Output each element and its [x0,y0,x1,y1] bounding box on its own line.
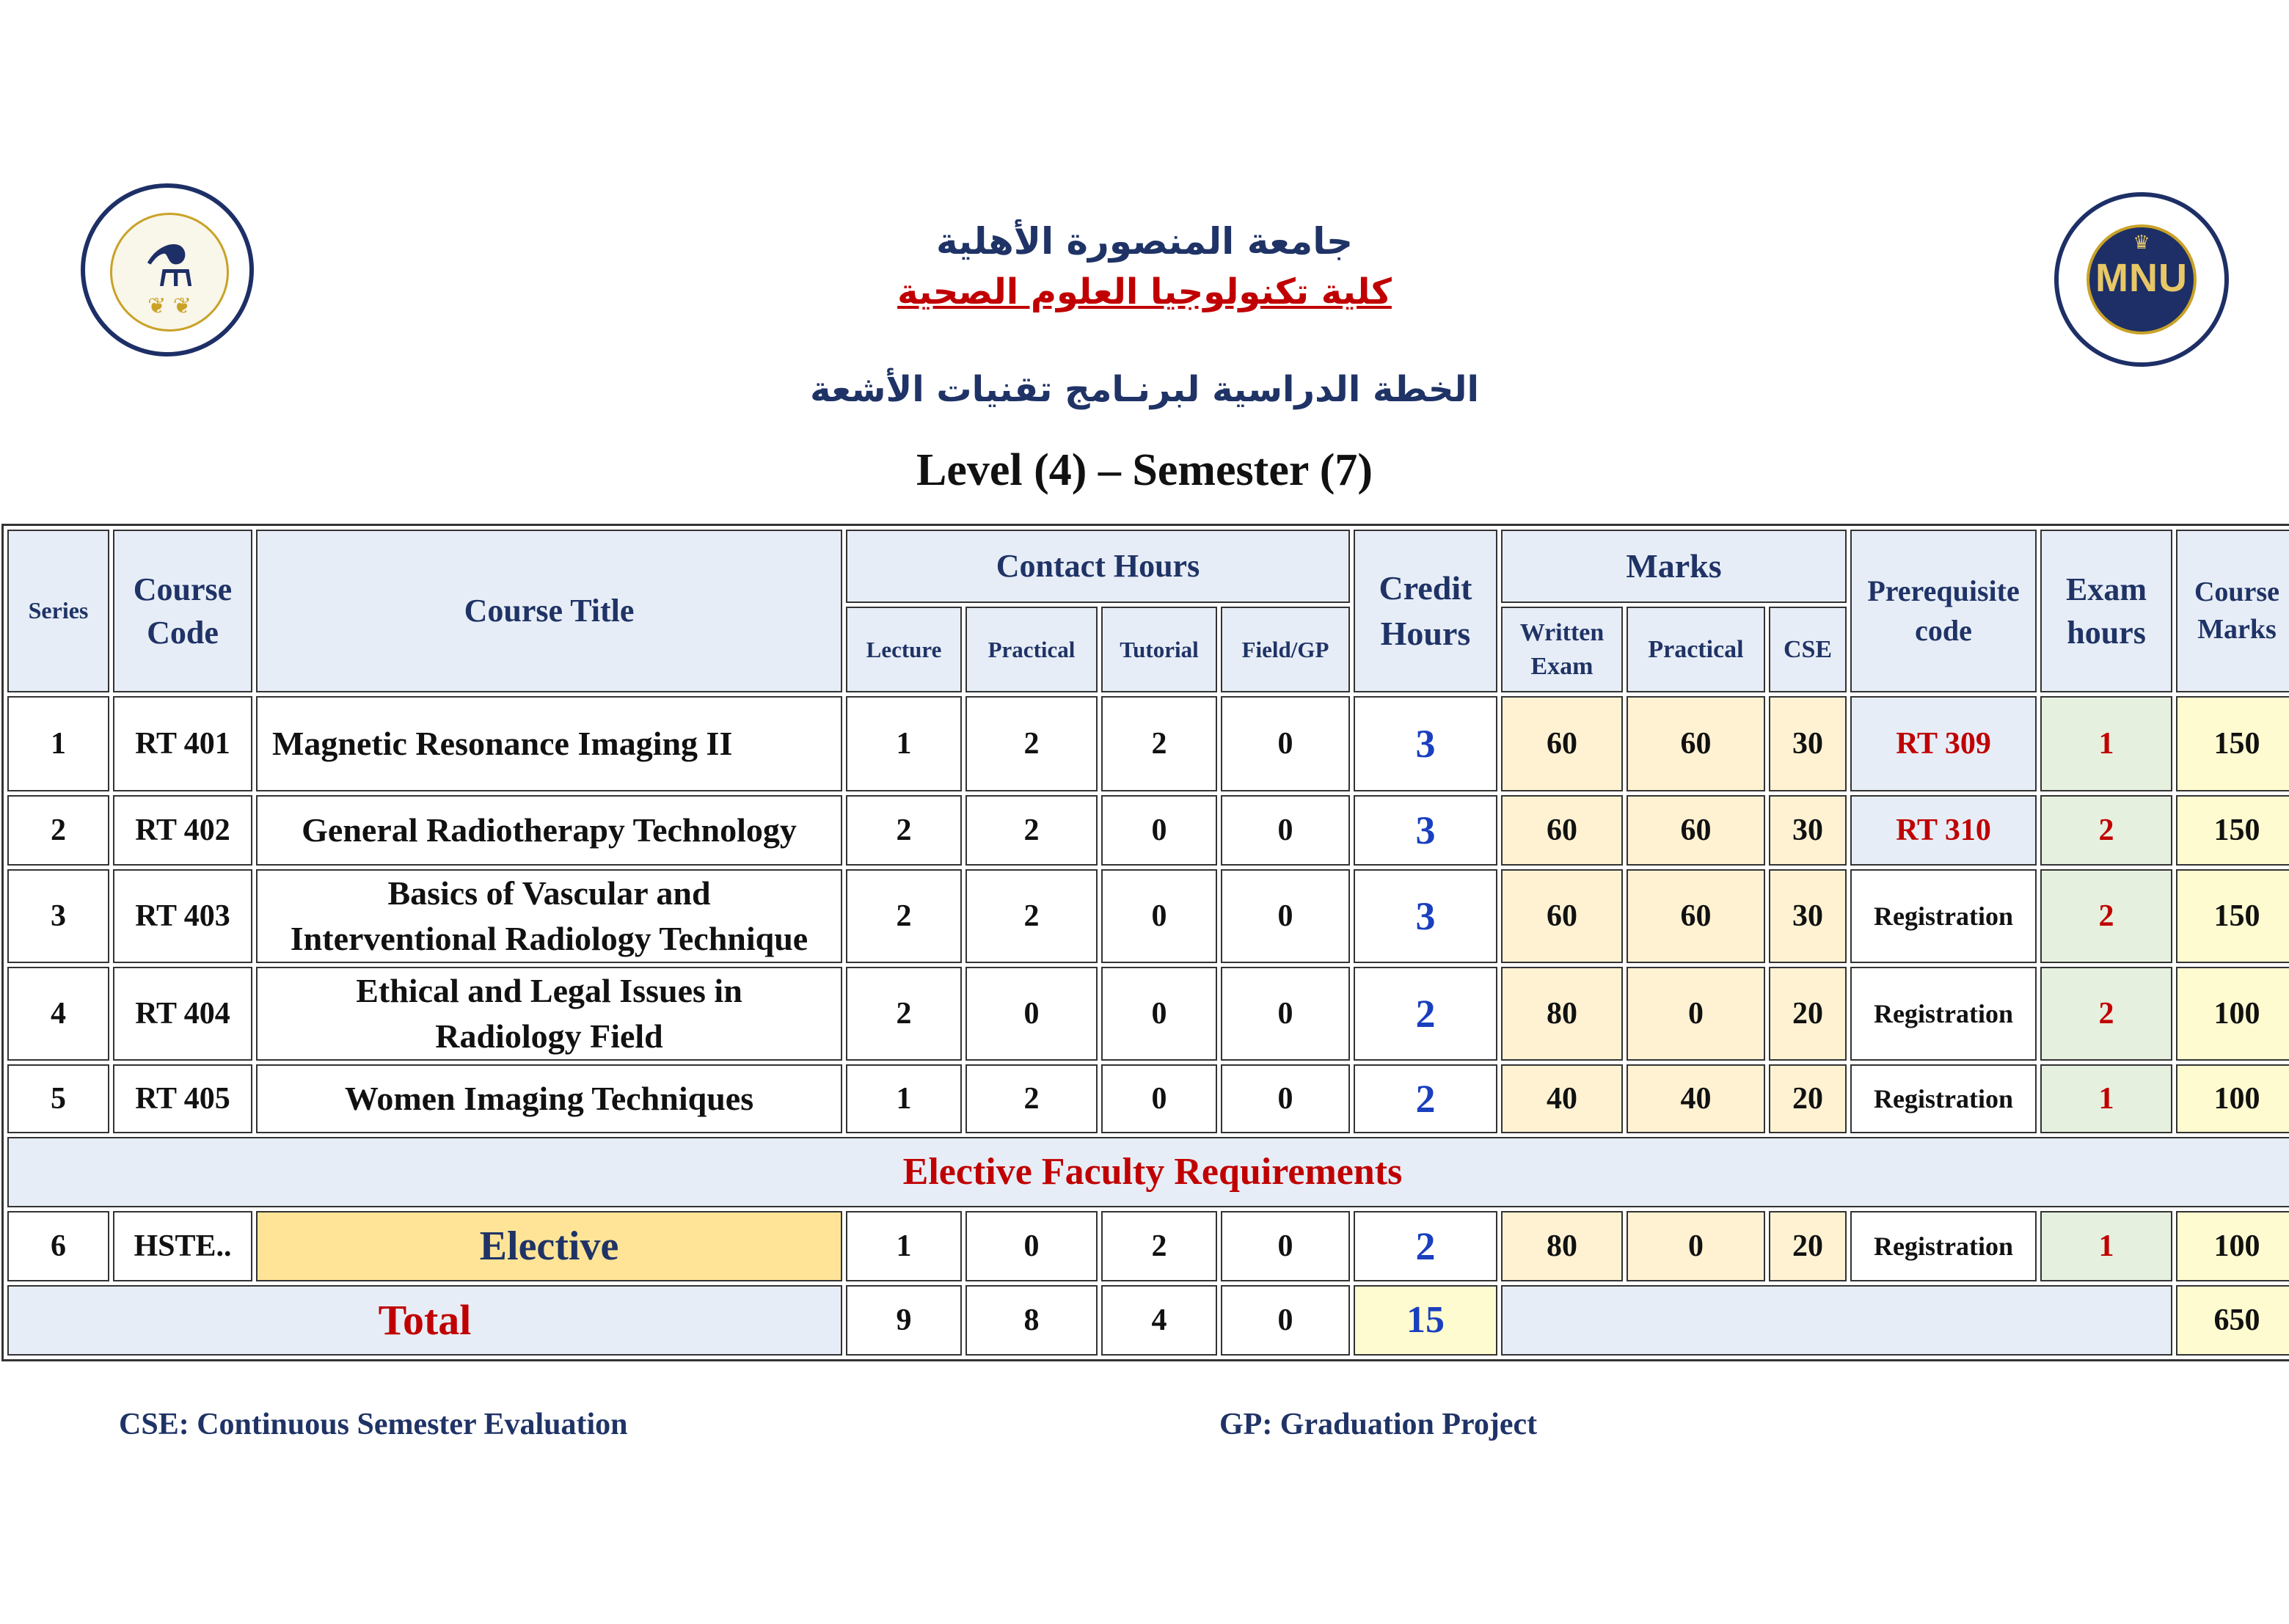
marks-practical-cell: 60 [1627,696,1765,791]
course-title-line2: Interventional Radiology Technique [290,920,808,958]
header-prereq-line1: Prerequisite [1867,574,2020,607]
credit-cell: 3 [1354,795,1497,866]
table-row [7,1064,2289,1133]
faculty-seal-icon: ⚗ ❦ ❦ [110,213,229,332]
header-prereq-line2: code [1915,614,1972,647]
series-cell: 6 [7,1211,109,1281]
marks-practical-cell: 60 [1627,869,1765,963]
practical-cell: 0 [965,1211,1098,1281]
exam-hours-cell: 1 [2040,1064,2172,1133]
header-marks: Marks [1501,530,1847,603]
prerequisite-cell: Registration [1850,967,2037,1061]
written-cell: 60 [1501,795,1623,866]
header-written-line2: Exam [1530,652,1593,680]
header-credit-line1: Credit [1379,568,1472,607]
header-field-gp: Field/GP [1221,607,1350,692]
course-marks-cell: 100 [2176,1211,2289,1281]
total-blank-cell [1501,1285,2172,1356]
series-cell: 1 [7,696,109,791]
table-row [7,869,2289,963]
cse-cell: 20 [1769,967,1847,1061]
prerequisite-cell: Registration [1850,1064,2037,1133]
course-marks-cell: 100 [2176,1064,2289,1133]
header-exam-hours [2040,530,2172,692]
header-written-line1: Written [1519,618,1605,646]
cse-note: CSE: Continuous Semester Evaluation [119,1408,628,1441]
cse-cell: 20 [1769,1211,1847,1281]
course-code-cell: HSTE.. [113,1211,252,1281]
header-practical: Practical [965,607,1098,692]
exam-hours-cell: 1 [2040,696,2172,791]
marks-practical-cell: 60 [1627,795,1765,866]
cse-cell: 30 [1769,795,1847,866]
total-practical: 8 [965,1285,1098,1356]
tutorial-cell: 2 [1101,696,1217,791]
written-cell: 60 [1501,696,1623,791]
lecture-cell: 1 [846,1211,962,1281]
series-cell: 3 [7,869,109,963]
course-marks-cell: 100 [2176,967,2289,1061]
written-cell: 80 [1501,1211,1623,1281]
practical-cell: 0 [965,967,1098,1061]
field-cell: 0 [1221,1211,1350,1281]
tutorial-cell: 0 [1101,1064,1217,1133]
marks-practical-cell: 40 [1627,1064,1765,1133]
course-title-cell [256,869,842,963]
table-row [7,795,2289,866]
elective-section-title: Elective Faculty Requirements [7,1137,2289,1207]
lecture-cell: 1 [846,1064,962,1133]
header-marks-practical: Practical [1627,607,1765,692]
exam-hours-cell: 2 [2040,869,2172,963]
total-lecture: 9 [846,1285,962,1356]
prerequisite-cell: RT 309 [1850,696,2037,791]
tutorial-cell: 0 [1101,967,1217,1061]
written-cell: 80 [1501,967,1623,1061]
written-cell: 40 [1501,1064,1623,1133]
course-title-cell: General Radiotherapy Technology [256,795,842,866]
lecture-cell: 1 [846,696,962,791]
header-row-1 [7,530,2289,603]
credit-cell: 2 [1354,1064,1497,1133]
course-title-line2: Radiology Field [435,1017,663,1056]
field-cell: 0 [1221,967,1350,1061]
header-cse: CSE [1769,607,1847,692]
lecture-cell: 2 [846,869,962,963]
header-written-exam [1501,607,1623,692]
credit-cell: 2 [1354,967,1497,1061]
elective-section-row [7,1137,2289,1207]
exam-hours-cell: 2 [2040,795,2172,866]
course-code-cell: RT 403 [113,869,252,963]
header-course-code-line2: Code [147,615,219,651]
total-field: 0 [1221,1285,1350,1356]
course-marks-cell: 150 [2176,696,2289,791]
university-seal-icon: ♛ MNU [2087,224,2197,334]
exam-hours-cell: 1 [2040,1211,2172,1281]
credit-cell: 3 [1354,696,1497,791]
exam-hours-cell: 2 [2040,967,2172,1061]
course-title-line1: Ethical and Legal Issues in [356,972,742,1010]
cse-cell: 30 [1769,696,1847,791]
practical-cell: 2 [965,795,1098,866]
lecture-cell: 2 [846,795,962,866]
header-series: Series [7,530,109,692]
tutorial-cell: 0 [1101,869,1217,963]
series-cell: 4 [7,967,109,1061]
total-tutorial: 4 [1101,1285,1217,1356]
tutorial-cell: 2 [1101,1211,1217,1281]
prerequisite-cell: RT 310 [1850,795,2037,866]
total-course-marks: 650 [2176,1285,2289,1356]
cse-cell: 20 [1769,1064,1847,1133]
header-course-code [113,530,252,692]
prerequisite-cell: Registration [1850,1211,2037,1281]
course-marks-cell: 150 [2176,869,2289,963]
study-plan-table [1,524,2289,1361]
course-title-cell [256,967,842,1061]
course-title-cell: Women Imaging Techniques [256,1064,842,1133]
header-contact-hours: Contact Hours [846,530,1350,603]
practical-cell: 2 [965,869,1098,963]
marks-practical-cell: 0 [1627,1211,1765,1281]
prerequisite-cell: Registration [1850,869,2037,963]
header-course-marks [2176,530,2289,692]
header-tutorial: Tutorial [1101,607,1217,692]
header-prerequisite [1850,530,2037,692]
tutorial-cell: 0 [1101,795,1217,866]
header-course-title: Course Title [256,530,842,692]
level-semester-title: Level (4) – Semester (7) [916,445,1373,495]
practical-cell: 2 [965,696,1098,791]
total-label: Total [7,1285,842,1356]
course-code-cell: RT 401 [113,696,252,791]
total-credit: 15 [1354,1285,1497,1356]
course-title-line1: Basics of Vascular and [387,874,711,912]
credit-cell: 3 [1354,869,1497,963]
plan-title: الخطة الدراسية لبرنـامج تقنيات الأشعة [810,369,1479,410]
field-cell: 0 [1221,696,1350,791]
course-code-cell: RT 405 [113,1064,252,1133]
faculty-logo [81,183,254,356]
credit-cell: 2 [1354,1211,1497,1281]
series-cell: 2 [7,795,109,866]
header-exam-line1: Exam [2066,571,2147,607]
field-cell: 0 [1221,869,1350,963]
field-cell: 0 [1221,1064,1350,1133]
header-credit-hours [1354,530,1497,692]
series-cell: 5 [7,1064,109,1133]
course-title-cell: Magnetic Resonance Imaging II [256,696,842,791]
gp-note: GP: Graduation Project [1219,1408,1538,1441]
total-row [7,1285,2289,1356]
practical-cell: 2 [965,1064,1098,1133]
header-course-code-line1: Course [133,571,233,607]
university-name: جامعة المنصورة الأهلية [935,220,1354,263]
faculty-name: كلية تكنولوجيا العلوم الصحية [897,271,1392,312]
course-code-cell: RT 402 [113,795,252,866]
table-row [7,967,2289,1061]
table-row [7,1211,2289,1281]
elective-title-cell: Elective [256,1211,842,1281]
lecture-cell: 2 [846,967,962,1061]
written-cell: 60 [1501,869,1623,963]
header-lecture: Lecture [846,607,962,692]
field-cell: 0 [1221,795,1350,866]
header-credit-line2: Hours [1380,615,1471,652]
marks-practical-cell: 0 [1627,967,1765,1061]
course-code-cell: RT 404 [113,967,252,1061]
header-course-marks-line2: Marks [2197,614,2277,645]
table-row [7,696,2289,791]
course-marks-cell: 150 [2176,795,2289,866]
header-exam-line2: hours [2067,615,2146,651]
cse-cell: 30 [1769,869,1847,963]
header-course-marks-line1: Course [2194,576,2280,607]
